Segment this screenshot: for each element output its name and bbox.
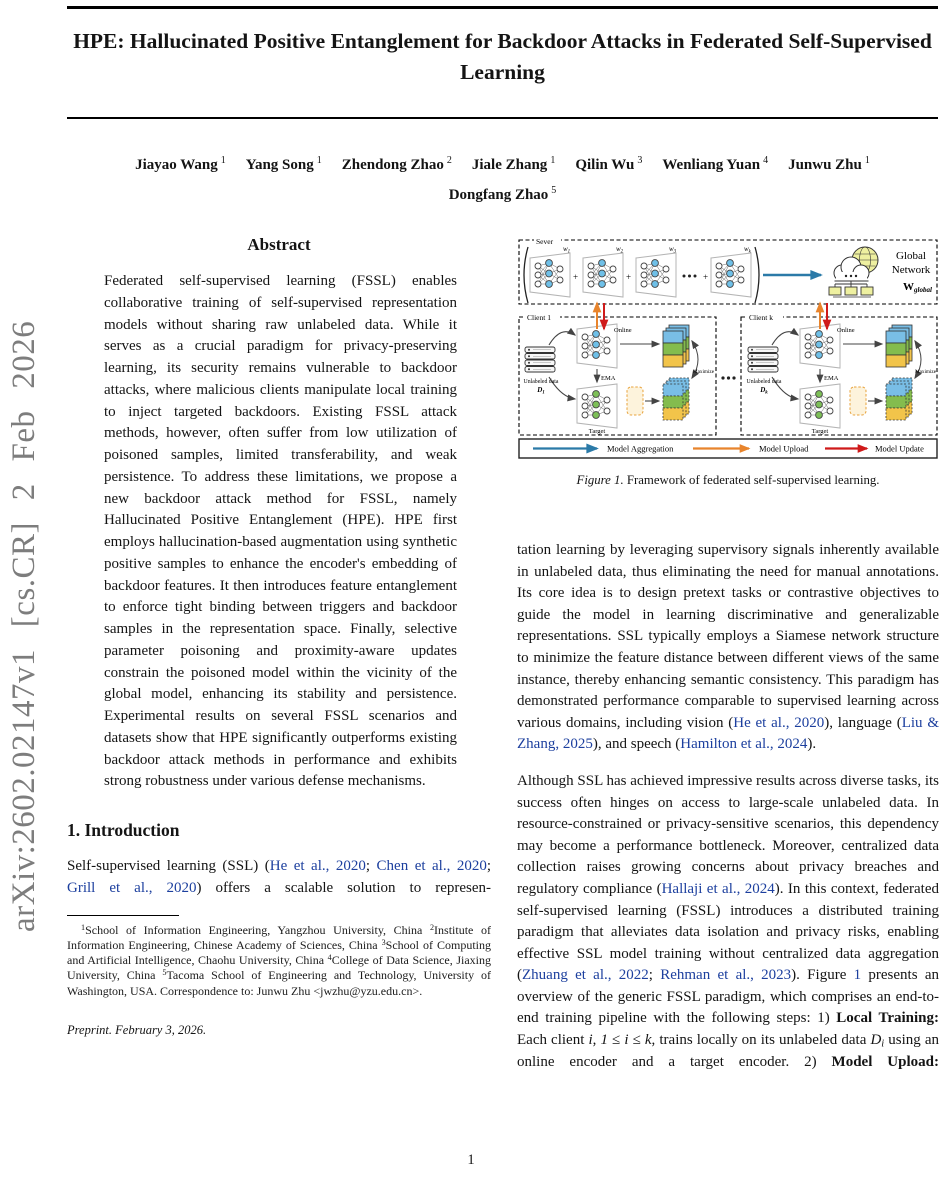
ema-label: EMA <box>824 375 839 382</box>
ema-label: EMA <box>601 375 616 382</box>
text-segment: , trains locally on its unlabeled data <box>651 1032 871 1049</box>
right-bracket <box>755 247 759 303</box>
citation-link[interactable]: Hallaji et al., 2024 <box>661 880 775 897</box>
text-segment: ). In this context, federated self-supervised learning (FSSL) introduces a distributed training paradigm that alleviates data isolation and privacy risks, enabling effective SSL model training without centralized data aggregation ( <box>517 880 939 984</box>
top-rule <box>67 6 938 9</box>
legend-aggregation-label: Model Aggregation <box>607 443 674 454</box>
text-segment: 4 <box>327 953 332 963</box>
dataset-1-label: $D_1$ <box>537 386 545 396</box>
server-box <box>519 236 937 304</box>
text-segment: D <box>870 1032 882 1049</box>
client-k-box <box>741 303 937 435</box>
footnote-rule <box>67 915 179 916</box>
maximize-label: Maximize <box>914 369 936 375</box>
text-segment: ; <box>365 858 377 874</box>
abstract-heading: Abstract <box>247 235 311 254</box>
text-segment: ), and speech ( <box>592 736 681 753</box>
text-segment: 1 <box>81 923 86 933</box>
preprint-note: Preprint. February 3, 2026. <box>67 1022 207 1037</box>
text-segment: Local Training: <box>836 1010 940 1027</box>
weight-label-k: $w_k$ <box>744 245 751 255</box>
paper-title: HPE: Hallucinated Positive Entanglement for Backdoor Attacks in Federated Self-Supervised Learning <box>73 29 932 85</box>
plus-sign: + <box>626 272 632 282</box>
target-encoder-label: Target <box>588 428 606 435</box>
figure-legend <box>519 439 937 458</box>
ellipsis-dots <box>683 275 697 278</box>
body-paragraph-2 <box>517 771 939 1073</box>
text-segment: Institute of Information Engineering, Chinese Academy of Sciences, China <box>67 923 491 953</box>
text-segment: 2 <box>429 923 435 933</box>
unlabeled-data-label: Unlabeled data <box>746 379 782 385</box>
author-line-1 <box>67 150 938 180</box>
w-global-label: Wglobal <box>903 281 932 294</box>
text-segment: tation learning by leveraging supervisory signals inherently available in unlabeled data, thus eliminating the need for manual annotations. Its core idea is to design pretext tasks or contrastive objectives to guide the model in learning discriminative and generalizable representations. SSL typically employs a Siamese network structure to minimize the feature distance between different views of the same instance, thereby enhancing semantic consistency. This paradigm has demonstrated performance comparable to supervised learning across various domains, including vision ( <box>517 542 939 731</box>
text-segment: ). <box>807 736 817 753</box>
text-segment: Although SSL has achieved impressive results across diverse tasks, its success often hinges on access to large-scale unlabeled data. In resource-constrained or privacy-sensitive scenarios, this dependency may become a performance bottleneck. Moreover, centralized data collection raises growing concerns about privacy breaches and regulatory compliance ( <box>517 772 939 897</box>
figure-caption <box>519 473 937 488</box>
author-name: Zhendong Zhao $^2$ <box>341 155 452 173</box>
author-block <box>67 150 938 210</box>
introduction-paragraph <box>67 856 491 899</box>
abstract-text: Federated self-supervised learning (FSSL) enables collaborative training of self-supervised representation models without sharing raw unlabeled data. While it serves as a crucial paradigm for privacy-preserving learning, its security remains vulnerable to backdoor attacks, where malicious clients manipulate local training to inject targeted backdoors. Existing FSSL attack methods, however, often suffer from low utilization of poisoned samples, limited transferability, and weak persistence. To address these limitations, we propose a new backdoor attack method for FSSL, namely Hallucinated Positive Entanglement (HPE). HPE first employs hallucination-based augmentation using synthetic positive samples to enhance the encoder's embedding of backdoor features. It then introduces feature entanglement to enforce tight binding between triggers and backdoor samples in the representation space. Finally, selective parameter poisoning and proximity-aware updates constrain the poisoned model within the vicinity of the global model, enhancing its stability and persistence. Experimental results on several FSSL scenarios and datasets show that HPE significantly outperforms existing backdoor attack methods in performance and exhibits strong robustness under various defense mechanisms. <box>104 273 457 790</box>
citation-link[interactable]: Chen et al., 2020 <box>376 858 487 874</box>
text-segment: Self-supervised learning (SSL) ( <box>67 858 270 874</box>
author-name: Wenliang Yuan $^4$ <box>662 155 769 173</box>
citation-link[interactable]: Hamilton et al., 2024 <box>680 736 808 753</box>
legend-upload-label: Model Upload <box>759 443 809 454</box>
target-encoder-label: Target <box>811 428 829 435</box>
client-model-3-icon <box>636 253 676 297</box>
client-model-2-icon <box>583 253 623 297</box>
citation-link[interactable]: 1 <box>853 967 862 984</box>
right-column <box>517 233 939 1088</box>
client-1-box <box>519 303 716 435</box>
weight-label-2: $w_2$ <box>616 245 624 255</box>
online-encoder-label: Online <box>837 327 855 334</box>
author-name: Qilin Wu $^3$ <box>575 155 643 173</box>
online-encoder-label: Online <box>614 327 632 334</box>
global-network-label-1: Global <box>896 250 926 262</box>
weight-label-3: $w_3$ <box>669 245 677 255</box>
text-segment: 3 <box>381 938 386 948</box>
citation-link[interactable]: Rehman et al., 2023 <box>660 967 792 984</box>
global-network-icon <box>829 247 878 297</box>
text-segment: presents an overview of the generic FSSL paradigm, which comprises an end-to-end training pipeline with the following steps: 1) <box>517 967 939 1027</box>
left-bracket <box>524 247 528 303</box>
text-segment: i <box>588 1032 593 1049</box>
dataset-k-label: $D_k$ <box>760 386 768 396</box>
body-paragraph-1 <box>517 540 939 756</box>
server-label: Sever <box>536 237 554 246</box>
plus-sign: + <box>573 272 579 282</box>
clients-ellipsis-dots <box>721 376 735 379</box>
text-segment: ), language ( <box>824 714 902 731</box>
client-model-k-icon <box>711 253 751 297</box>
text-segment: College of Data Science, Jiaxing University, China <box>67 953 492 983</box>
author-name: Junwu Zhu $^1$ <box>788 155 870 173</box>
citation-link[interactable]: Grill et al., 2020 <box>67 879 197 896</box>
client-1-label: Client 1 <box>527 313 551 322</box>
client-model-1-icon <box>530 253 570 297</box>
page-number: 1 <box>467 1152 475 1168</box>
citation-link[interactable]: Zhuang et al., 2022 <box>522 967 649 984</box>
legend-update-label: Model Update <box>875 443 924 454</box>
text-segment: School of Computing and Artificial Intelligence, Chaohu University, China <box>67 938 491 968</box>
unlabeled-data-label: Unlabeled data <box>523 379 559 385</box>
text-segment: ; <box>648 967 661 984</box>
figure-caption-text: Framework of federated self-supervised learning. <box>626 473 880 487</box>
citation-link[interactable]: He et al., 2020 <box>733 714 825 731</box>
left-column <box>67 233 491 1038</box>
text-segment: i <box>881 1038 885 1050</box>
text-segment: 1 ≤ i ≤ k <box>600 1032 652 1049</box>
section-heading-introduction: 1. Introduction <box>67 820 180 840</box>
figure-1 <box>517 233 939 459</box>
text-segment: 5 <box>162 968 167 978</box>
author-name: Jiale Zhang $^1$ <box>471 155 556 173</box>
citation-link[interactable]: He et al., 2020 <box>269 858 366 874</box>
text-segment: , <box>592 1032 601 1049</box>
author-name: Jiayao Wang $^1$ <box>135 155 226 173</box>
text-segment: Tacoma School of Engineering and Technology, University of Washington, USA. Correspondence to: Junwu Zhu <jwzhu@yzu.edu.cn>. <box>67 968 492 998</box>
text-segment: ). Figure <box>791 967 854 984</box>
author-line-2 <box>67 180 938 210</box>
text-segment: Each client <box>517 1032 589 1049</box>
title-rule <box>67 117 938 119</box>
client-k-label: Client k <box>749 313 773 322</box>
weight-label-1: $w_1$ <box>563 245 571 255</box>
text-segment: ; <box>486 858 491 874</box>
footnote-text <box>67 923 491 998</box>
text-segment: Model Upload: <box>831 1053 939 1070</box>
maximize-label: Maximize <box>692 369 714 375</box>
author-name: Dongfang Zhao $^5$ <box>448 185 557 203</box>
arxiv-watermark: arXiv:2602.02147v1 [cs.CR] 2 Feb 2026 <box>6 320 42 932</box>
author-name: Yang Song $^1$ <box>245 155 322 173</box>
text-segment: using an online encoder and a target encoder. 2) <box>517 1032 940 1070</box>
plus-sign: + <box>703 272 709 282</box>
figure-caption-label: Figure 1. <box>576 473 624 487</box>
text-segment: ) offers a scalable solution to represen- <box>196 879 491 896</box>
global-network-label-2: Network <box>891 264 931 276</box>
citation-link[interactable]: Liu & Zhang, 2025 <box>517 714 940 753</box>
text-segment: School of Information Engineering, Yangzhou University, China <box>85 923 430 938</box>
